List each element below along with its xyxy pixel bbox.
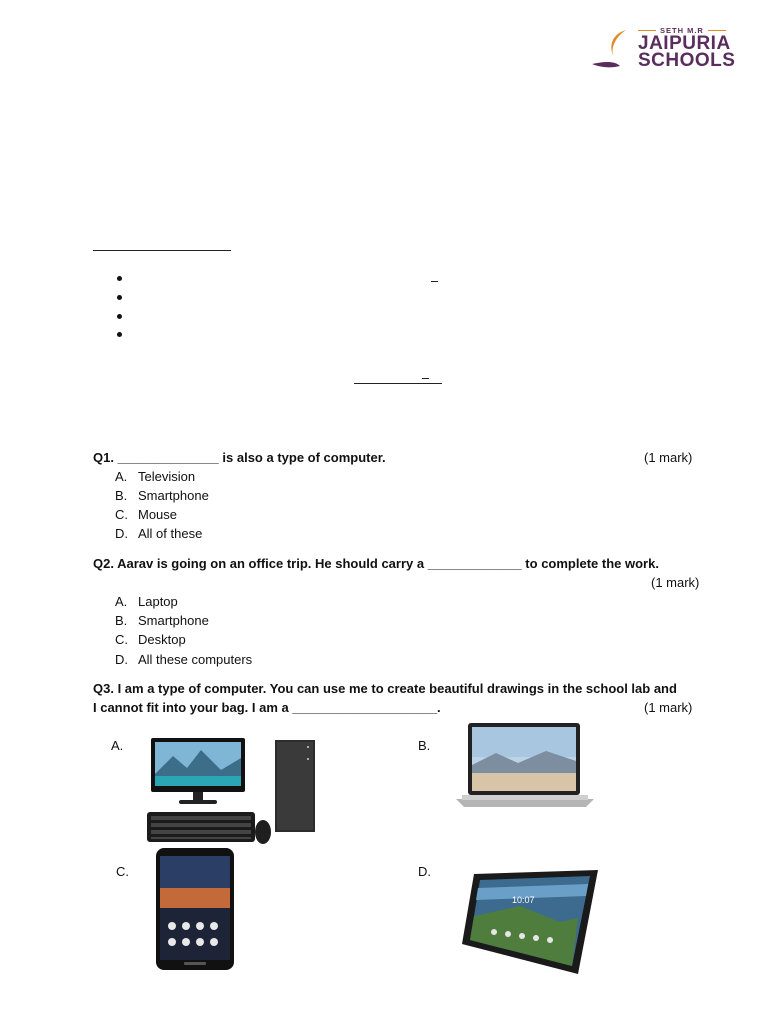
q3-option-a-label: A. — [111, 738, 124, 753]
q2-option-a[interactable]: A. Laptop — [115, 594, 178, 609]
blank-title-line — [93, 250, 231, 251]
tablet-clock: 10:07 — [512, 895, 535, 905]
desktop-computer-icon[interactable] — [143, 736, 321, 848]
question-1-marks: (1 mark) — [644, 450, 693, 465]
bullet-1-dash — [431, 281, 438, 282]
q2-option-b[interactable]: B. Smartphone — [115, 613, 209, 628]
q3-option-d-label: D. — [418, 864, 431, 879]
q2-option-d[interactable]: D. All these computers — [115, 652, 253, 667]
smartphone-icon[interactable] — [156, 848, 234, 970]
bullet-2 — [117, 295, 122, 300]
question-1: Q1. ______________ is also a type of computer. — [93, 450, 386, 465]
laptop-icon[interactable] — [456, 721, 594, 809]
q3-option-c-label: C. — [116, 864, 129, 879]
question-2-marks: (1 mark) — [651, 575, 700, 590]
question-3-line-2: I cannot fit into your bag. I am a ____________________. — [93, 700, 441, 715]
q2-option-c[interactable]: C. Desktop — [115, 632, 186, 647]
bullet-3 — [117, 314, 122, 319]
tablet-icon[interactable] — [460, 866, 610, 976]
blank-underline-dash — [422, 378, 429, 379]
q1-option-d[interactable]: D. All of these — [115, 526, 203, 541]
q1-option-a[interactable]: A. Television — [115, 469, 196, 484]
blank-underline — [354, 383, 442, 384]
logo-swoosh-icon — [590, 28, 634, 70]
logo-top-text: SETH M.R — [660, 26, 704, 35]
school-logo — [590, 26, 740, 74]
logo-divider-left — [638, 30, 656, 31]
bullet-4 — [117, 332, 122, 337]
logo-schools: SCHOOLS — [638, 50, 736, 71]
question-3-line-1: Q3. I am a type of computer. You can use me to create beautiful drawings in the school lab and — [93, 681, 677, 696]
q1-option-c[interactable]: C. Mouse — [115, 507, 178, 522]
bullet-1 — [117, 276, 122, 281]
q1-option-b[interactable]: B. Smartphone — [115, 488, 209, 503]
question-3-marks: (1 mark) — [644, 700, 693, 715]
logo-jaipuria: JAIPURIA — [638, 33, 731, 54]
logo-divider-right — [708, 30, 726, 31]
q3-option-b-label: B. — [418, 738, 431, 753]
question-2: Q2. Aarav is going on an office trip. He should carry a _____________ to complete the work. — [93, 556, 659, 571]
